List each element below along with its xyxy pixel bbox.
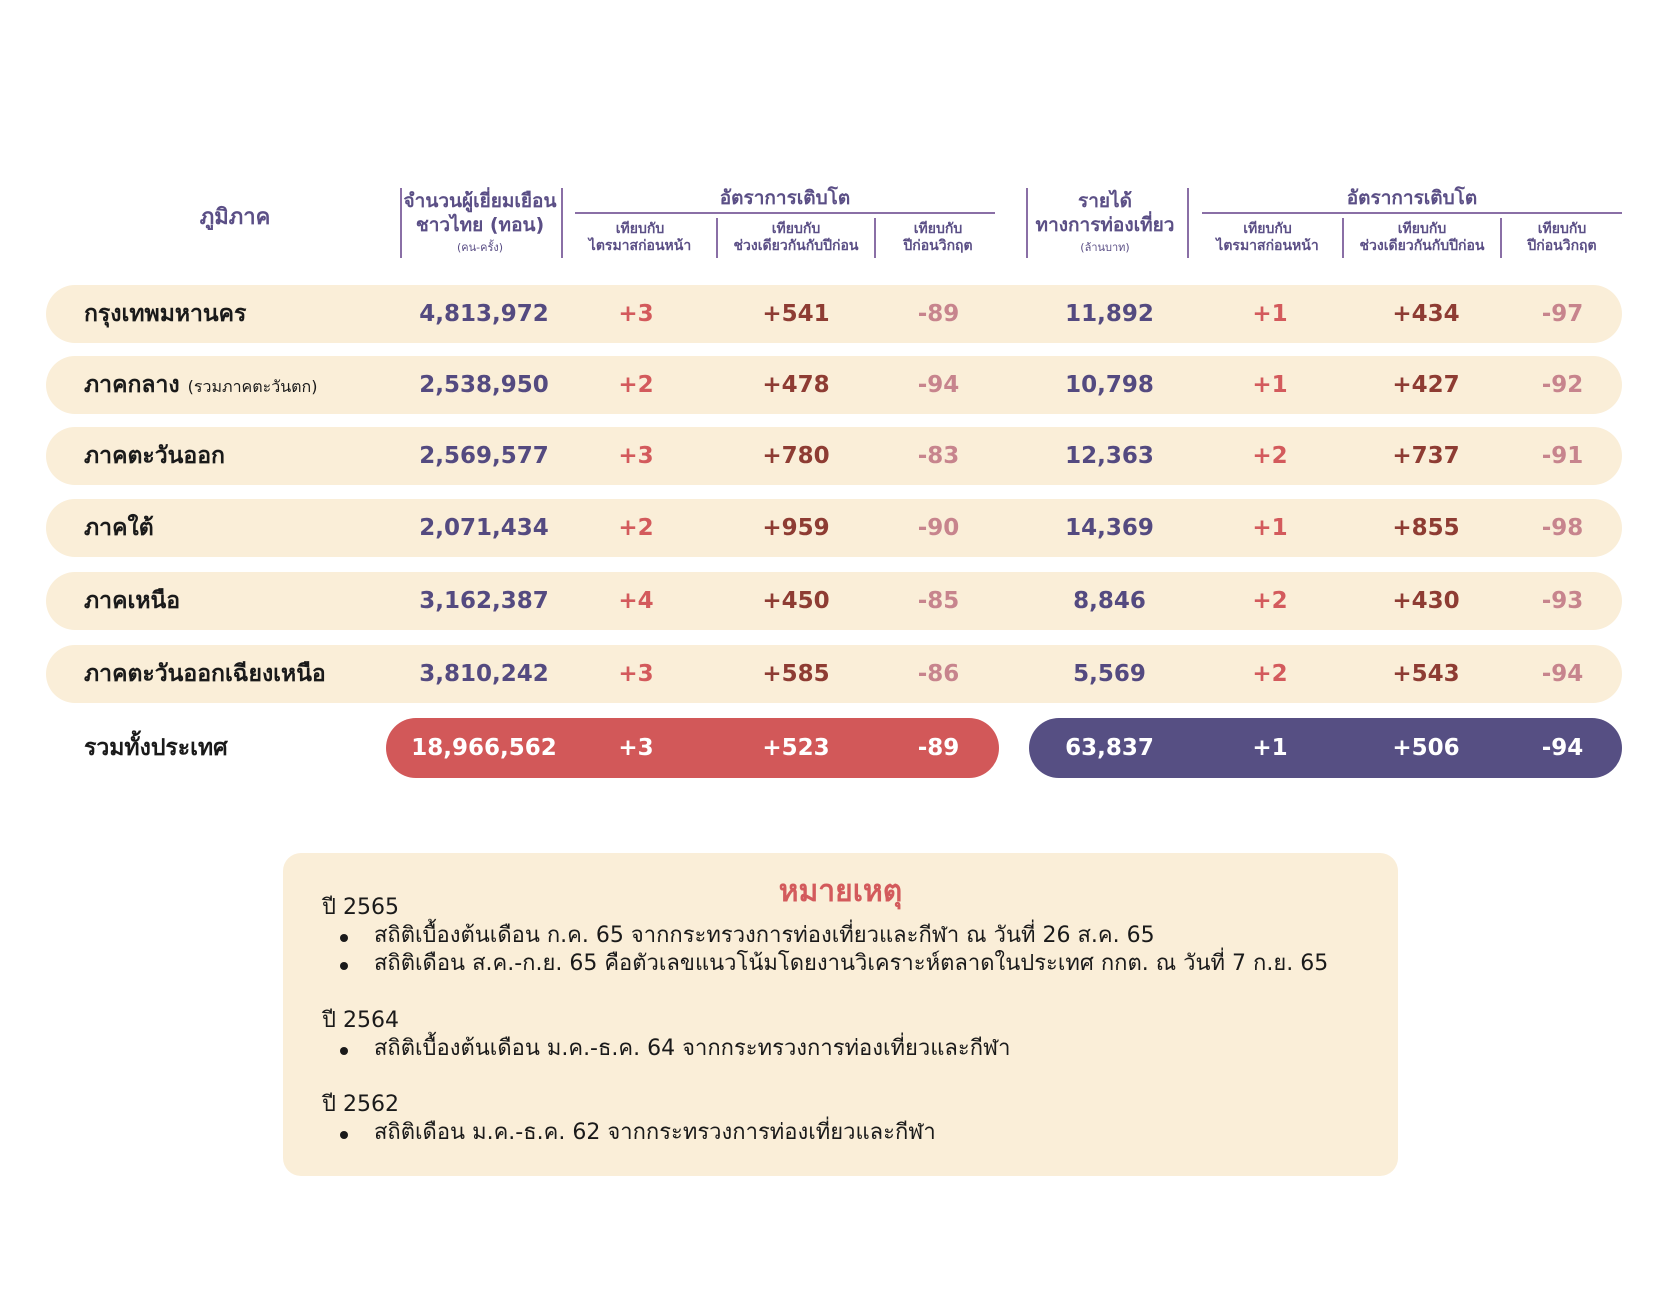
note-2565-item-2: สถิติเดือน ส.ค.-ก.ย. 65 คือตัวเลขแนวโน้มโดยงานวิเคราะห์ตลาดในประเทศ กกต. ณ วันที่ 7 ก.ย. 65 xyxy=(374,951,1329,976)
header-vs-same: เทียบกับ xyxy=(1397,221,1447,237)
revenue-vs-crisis: -98 xyxy=(1541,515,1584,541)
visitors-vs-prev-q: +2 xyxy=(618,515,654,541)
visitors-vs-prev-q: +4 xyxy=(618,588,654,614)
total-revenue-vs-prev-q: +1 xyxy=(1252,735,1288,761)
header-visitors-unit: (คน-ครั้ง) xyxy=(456,241,504,254)
header-vs-crisis: เทียบกับ xyxy=(1537,221,1587,237)
visitors-vs-same: +478 xyxy=(762,372,830,398)
revenue-vs-crisis: -92 xyxy=(1541,372,1584,398)
visitors-vs-crisis: -85 xyxy=(917,588,960,614)
header-vs-prev-q: เทียบกับ xyxy=(1243,221,1292,237)
bullet-icon xyxy=(340,962,348,970)
region-label: ภาคเหนือ xyxy=(84,588,181,614)
header-revenue-line2: ทางการท่องเที่ยว xyxy=(1035,214,1175,236)
total-row xyxy=(0,718,1670,778)
table-row xyxy=(0,285,1670,343)
header-vs-crisis-2: ปีก่อนวิกฤต xyxy=(1527,238,1597,254)
table-row xyxy=(0,645,1670,703)
revenue-vs-prev-q: +2 xyxy=(1252,443,1288,469)
visitors-vs-same: +585 xyxy=(762,661,830,687)
header-divider xyxy=(1026,188,1028,258)
total-visitors-vs-prev-q: +3 xyxy=(618,735,654,761)
bullet-icon xyxy=(340,934,348,942)
note-2564-item-1: สถิติเบื้องต้นเดือน ม.ค.-ธ.ค. 64 จากกระทรวงการท่องเที่ยวและกีฬา xyxy=(374,1036,1011,1061)
header-vs-same: เทียบกับ xyxy=(771,221,821,237)
header-divider xyxy=(874,218,876,258)
header-revenue: รายได้ xyxy=(1078,190,1132,212)
region-label: ภาคตะวันออก xyxy=(84,443,225,469)
region-label: ภาคใต้ xyxy=(84,515,154,541)
revenue-vs-crisis: -91 xyxy=(1541,443,1584,469)
header-divider xyxy=(716,218,718,258)
revenue-cell: 5,569 xyxy=(1073,661,1146,687)
note-year-2562: ปี 2562 xyxy=(322,1092,399,1117)
header-divider xyxy=(1187,188,1189,258)
total-visitors: 18,966,562 xyxy=(411,735,557,761)
revenue-vs-prev-q: +2 xyxy=(1252,661,1288,687)
note-year-2565: ปี 2565 xyxy=(322,895,399,920)
total-revenue: 63,837 xyxy=(1065,735,1154,761)
region-sub: (รวมภาคตะวันตก) xyxy=(187,377,318,396)
notes-title: หมายเหตุ xyxy=(778,874,903,909)
table-row xyxy=(0,427,1670,485)
header-vs-prev-q: เทียบกับ xyxy=(615,221,665,237)
region-label: ภาคตะวันออกเฉียงเหนือ xyxy=(84,661,326,687)
revenue-vs-same: +427 xyxy=(1392,372,1460,398)
total-revenue-vs-crisis: -94 xyxy=(1541,735,1584,761)
visitors-vs-crisis: -89 xyxy=(917,301,960,327)
revenue-cell: 14,369 xyxy=(1065,515,1154,541)
header-vs-crisis: เทียบกับ xyxy=(913,221,963,237)
visitors-vs-same: +450 xyxy=(762,588,830,614)
revenue-vs-prev-q: +1 xyxy=(1252,301,1288,327)
header-growth-revenue: อัตราการเติบโต xyxy=(1346,187,1478,209)
visitors-vs-same: +959 xyxy=(762,515,830,541)
total-label: รวมทั้งประเทศ xyxy=(84,735,228,761)
bullet-icon xyxy=(340,1131,348,1139)
total-visitors-vs-crisis: -89 xyxy=(917,735,960,761)
header-divider xyxy=(1342,218,1344,258)
visitors-cell: 2,538,950 xyxy=(419,372,549,398)
region-name xyxy=(84,499,154,557)
revenue-vs-prev-q: +1 xyxy=(1252,372,1288,398)
revenue-vs-prev-q: +2 xyxy=(1252,588,1288,614)
header-visitors: จำนวนผู้เยี่ยมเยือน xyxy=(403,190,557,212)
header-vs-prev-q-2: ไตรมาสก่อนหน้า xyxy=(588,238,692,254)
region-label: ภาคกลาง xyxy=(84,372,180,398)
header-growth-visitors: อัตราการเติบโต xyxy=(719,187,851,209)
note-2562-item-1: สถิติเดือน ม.ค.-ธ.ค. 62 จากกระทรวงการท่องเที่ยวและกีฬา xyxy=(374,1120,936,1145)
header-vs-same-2: ช่วงเดียวกันกับปีก่อน xyxy=(733,238,859,254)
region-name xyxy=(84,285,246,343)
region-label: กรุงเทพมหานคร xyxy=(84,301,247,327)
revenue-cell: 11,892 xyxy=(1065,301,1154,327)
total-visitors-vs-same: +523 xyxy=(762,735,830,761)
header-divider xyxy=(1500,218,1502,258)
revenue-cell: 10,798 xyxy=(1065,372,1154,398)
header-vs-crisis-2: ปีก่อนวิกฤต xyxy=(903,238,973,254)
revenue-cell: 8,846 xyxy=(1073,588,1146,614)
visitors-cell: 3,162,387 xyxy=(419,588,549,614)
revenue-vs-same: +855 xyxy=(1392,515,1460,541)
visitors-cell: 4,813,972 xyxy=(419,301,549,327)
region-name xyxy=(84,645,326,703)
region-name xyxy=(84,427,225,485)
header-revenue-unit: (ล้านบาท) xyxy=(1080,241,1130,254)
visitors-vs-same: +780 xyxy=(762,443,830,469)
visitors-vs-crisis: -90 xyxy=(917,515,960,541)
table-row xyxy=(0,356,1670,414)
visitors-vs-prev-q: +3 xyxy=(618,301,654,327)
header-region: ภูมิภาค xyxy=(199,205,271,230)
revenue-vs-crisis: -94 xyxy=(1541,661,1584,687)
revenue-vs-same: +543 xyxy=(1392,661,1460,687)
visitors-vs-crisis: -94 xyxy=(917,372,960,398)
visitors-vs-same: +541 xyxy=(762,301,830,327)
revenue-vs-same: +430 xyxy=(1392,588,1460,614)
revenue-vs-same: +737 xyxy=(1392,443,1460,469)
visitors-vs-crisis: -86 xyxy=(917,661,960,687)
header-growth-rule xyxy=(575,212,995,214)
header-growth-rule xyxy=(1202,212,1622,214)
revenue-vs-crisis: -97 xyxy=(1541,301,1584,327)
visitors-cell: 2,071,434 xyxy=(419,515,549,541)
table-row xyxy=(0,499,1670,557)
table-row xyxy=(0,572,1670,630)
total-revenue-vs-same: +506 xyxy=(1392,735,1460,761)
bullet-icon xyxy=(340,1047,348,1055)
visitors-vs-prev-q: +3 xyxy=(618,443,654,469)
revenue-vs-same: +434 xyxy=(1392,301,1460,327)
visitors-vs-crisis: -83 xyxy=(917,443,960,469)
header-divider xyxy=(400,188,402,258)
region-name xyxy=(84,356,317,414)
revenue-vs-crisis: -93 xyxy=(1541,588,1584,614)
revenue-cell: 12,363 xyxy=(1065,443,1154,469)
visitors-vs-prev-q: +3 xyxy=(618,661,654,687)
revenue-vs-prev-q: +1 xyxy=(1252,515,1288,541)
header-visitors-line2: ชาวไทย (ทอน) xyxy=(415,214,545,236)
header-vs-prev-q-2: ไตรมาสก่อนหน้า xyxy=(1216,238,1319,254)
note-year-2564: ปี 2564 xyxy=(322,1008,399,1033)
region-name xyxy=(84,572,180,630)
visitors-vs-prev-q: +2 xyxy=(618,372,654,398)
visitors-cell: 3,810,242 xyxy=(419,661,549,687)
header-divider xyxy=(561,188,563,258)
visitors-cell: 2,569,577 xyxy=(419,443,549,469)
note-2565-item-1: สถิติเบื้องต้นเดือน ก.ค. 65 จากกระทรวงการท่องเที่ยวและกีฬา ณ วันที่ 26 ส.ค. 65 xyxy=(374,923,1155,948)
header-vs-same-2: ช่วงเดียวกันกับปีก่อน xyxy=(1359,238,1485,254)
